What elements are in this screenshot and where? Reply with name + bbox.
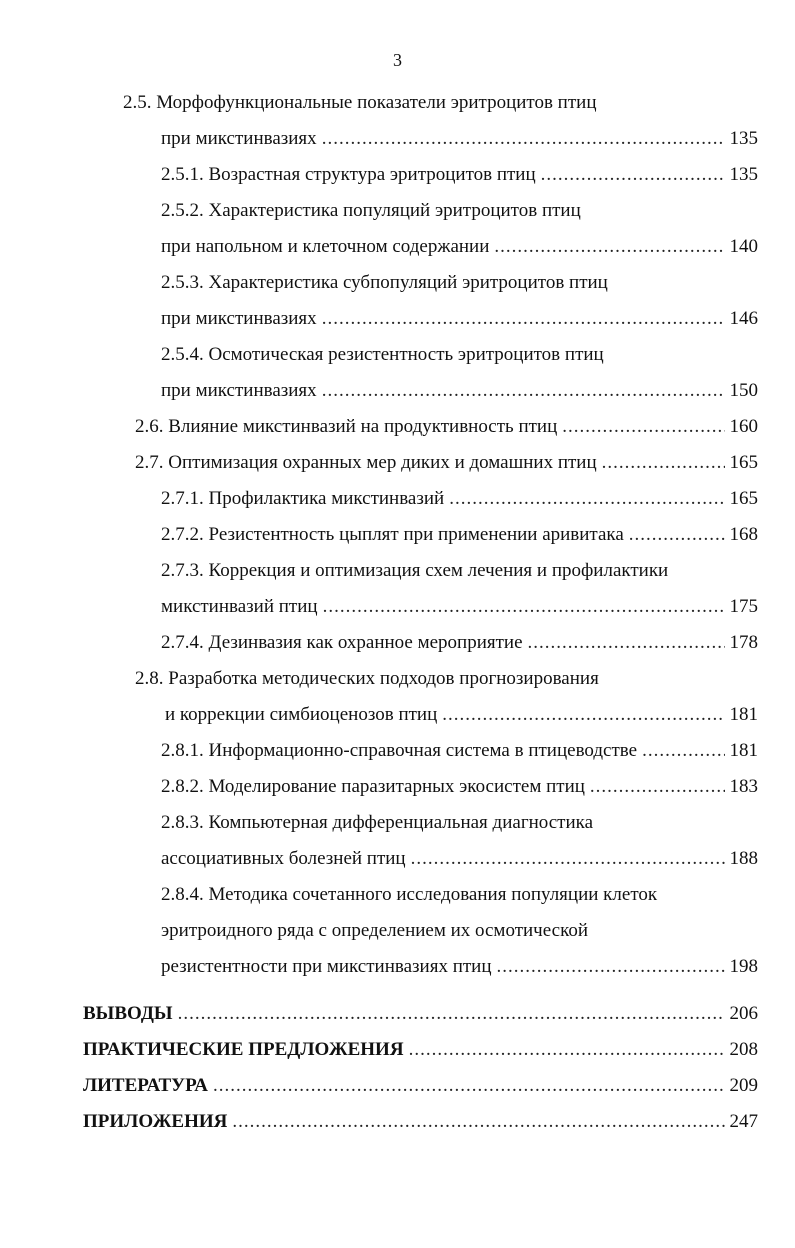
toc-entry-label: 2.7.1. Профилактика микстинвазий	[161, 488, 445, 509]
toc-title-2-5: 2.5. Морфофункциональные показатели эритроцитов птиц	[123, 92, 597, 113]
toc-entry-2-8[interactable]	[165, 702, 758, 728]
toc-entry-practical[interactable]	[83, 1037, 758, 1063]
toc-entry-2-5[interactable]	[161, 126, 758, 152]
toc-entry-2-7-3[interactable]	[161, 594, 758, 620]
toc-page-number: 146	[729, 308, 758, 329]
toc-entry-label: ПРАКТИЧЕСКИЕ ПРЕДЛОЖЕНИЯ	[83, 1039, 404, 1060]
toc-title-2-8: 2.8. Разработка методических подходов прогнозирования	[135, 668, 599, 689]
leader-dots	[213, 1073, 725, 1099]
leader-dots	[232, 1109, 725, 1135]
leader-dots	[323, 594, 725, 620]
leader-dots	[642, 738, 725, 764]
toc-entry-2-8-4[interactable]	[161, 954, 758, 980]
leader-dots	[322, 126, 725, 152]
toc-title-2-5-2: 2.5.2. Характеристика популяций эритроцитов птиц	[161, 200, 581, 221]
toc-page-number: 165	[729, 452, 758, 473]
toc-entry-literature[interactable]	[83, 1073, 758, 1099]
toc-entry-label: ПРИЛОЖЕНИЯ	[83, 1111, 228, 1132]
leader-dots	[562, 414, 725, 440]
toc-page-number: 181	[729, 740, 758, 761]
leader-dots	[178, 1001, 725, 1027]
toc-page-number: 183	[729, 776, 758, 797]
leader-dots	[442, 702, 725, 728]
toc-entry-label: 2.7. Оптимизация охранных мер диких и домашних птиц	[135, 452, 597, 473]
toc-page-number: 160	[729, 416, 758, 437]
toc-page-number: 198	[729, 956, 758, 977]
leader-dots	[449, 486, 725, 512]
toc-entry-label: ЛИТЕРАТУРА	[83, 1075, 209, 1096]
toc-entry-2-5-3[interactable]	[161, 306, 758, 332]
toc-page-number: 206	[729, 1003, 758, 1024]
toc-title-2-5-4: 2.5.4. Осмотическая резистентность эритроцитов птиц	[161, 344, 604, 365]
toc-entry-label: 2.7.2. Резистентность цыплят при применении аривитака	[161, 524, 624, 545]
leader-dots	[528, 630, 725, 656]
toc-entry-2-8-3[interactable]	[161, 846, 758, 872]
toc-entry-label: ассоциативных болезней птиц	[161, 848, 406, 869]
toc-entry-label: 2.6. Влияние микстинвазий на продуктивность птиц	[135, 416, 558, 437]
toc-page-number: 181	[729, 704, 758, 725]
toc-page-number: 188	[729, 848, 758, 869]
toc-title-2-5-3: 2.5.3. Характеристика субпопуляций эритроцитов птиц	[161, 272, 608, 293]
toc-page-number: 135	[729, 128, 758, 149]
toc-entry-2-5-2[interactable]	[161, 234, 758, 260]
toc-page-number: 208	[729, 1039, 758, 1060]
toc-entry-2-7-2[interactable]	[161, 522, 758, 548]
toc-entry-label: и коррекции симбиоценозов птиц	[165, 704, 438, 725]
toc-entry-2-5-4[interactable]	[161, 378, 758, 404]
toc-entry-2-6[interactable]	[135, 414, 758, 440]
leader-dots	[629, 522, 725, 548]
toc-entry-appendices[interactable]	[83, 1109, 758, 1135]
toc-entry-2-7-4[interactable]	[161, 630, 758, 656]
toc-title-2-8-4-cont: эритроидного ряда с определением их осмотической	[161, 920, 589, 941]
leader-dots	[602, 450, 725, 476]
toc-title-2-8-3: 2.8.3. Компьютерная дифференциальная диагностика	[161, 812, 594, 833]
leader-dots	[322, 378, 725, 404]
leader-dots	[411, 846, 725, 872]
toc-entry-label: ВЫВОДЫ	[83, 1003, 173, 1024]
toc-entry-2-5-1[interactable]	[161, 162, 758, 188]
toc-entry-label: при микстинвазиях	[161, 380, 317, 401]
leader-dots	[541, 162, 725, 188]
toc-entry-conclusions[interactable]	[83, 1001, 758, 1027]
toc-title-2-8-4: 2.8.4. Методика сочетанного исследования популяции клеток	[161, 884, 658, 905]
toc-page-number: 150	[729, 380, 758, 401]
toc-title-2-7-3: 2.7.3. Коррекция и оптимизация схем лечения и профилактики	[161, 560, 669, 581]
toc-entry-2-8-1[interactable]	[161, 738, 758, 764]
toc-entry-label: при микстинвазиях	[161, 128, 317, 149]
toc-page-number: 140	[729, 236, 758, 257]
toc-entry-label: 2.5.1. Возрастная структура эритроцитов птиц	[161, 164, 536, 185]
toc-entry-label: микстинвазий птиц	[161, 596, 318, 617]
toc-entry-2-7[interactable]	[135, 450, 758, 476]
toc-entry-2-8-2[interactable]	[161, 774, 758, 800]
toc-page-number: 178	[729, 632, 758, 653]
toc-entry-label: при микстинвазиях	[161, 308, 317, 329]
page-number: 3	[393, 50, 402, 70]
toc-page-number: 135	[729, 164, 758, 185]
toc-page-number: 165	[729, 488, 758, 509]
leader-dots	[494, 234, 725, 260]
toc-entry-label: 2.7.4. Дезинвазия как охранное мероприятие	[161, 632, 523, 653]
toc-page-number: 175	[729, 596, 758, 617]
leader-dots	[322, 306, 725, 332]
toc-entry-label: резистентности при микстинвазиях птиц	[161, 956, 492, 977]
toc-entry-label: 2.8.2. Моделирование паразитарных экосистем птиц	[161, 776, 585, 797]
leader-dots	[497, 954, 725, 980]
toc-page-number: 247	[729, 1111, 758, 1132]
toc-entry-label: 2.8.1. Информационно-справочная система в птицеводстве	[161, 740, 638, 761]
toc-page-number: 209	[729, 1075, 758, 1096]
toc-page-number: 168	[729, 524, 758, 545]
toc-entry-label: при напольном и клеточном содержании	[161, 236, 490, 257]
leader-dots	[409, 1037, 725, 1063]
toc-entry-2-7-1[interactable]	[161, 486, 758, 512]
leader-dots	[590, 774, 725, 800]
